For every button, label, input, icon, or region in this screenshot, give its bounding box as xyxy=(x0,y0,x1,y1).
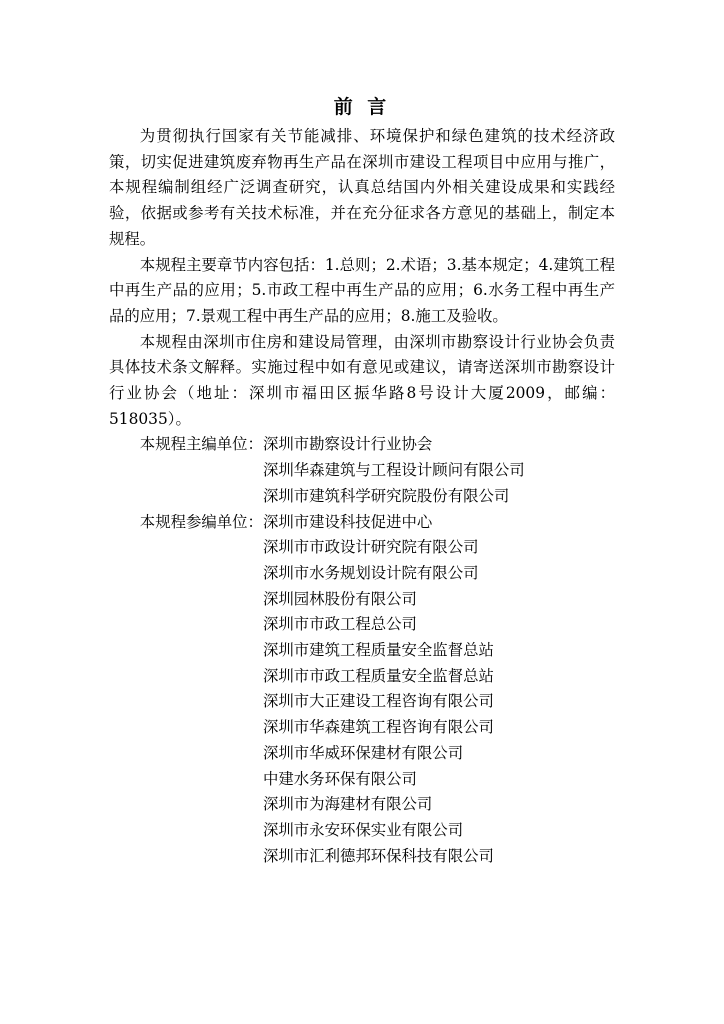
participating-units-label: 本规程参编单位： xyxy=(139,512,263,531)
preface-body xyxy=(109,124,615,869)
participating-unit-item: 深圳市永安环保实业有限公司 xyxy=(263,820,464,839)
participating-unit-item: 深圳园林股份有限公司 xyxy=(263,589,417,608)
participating-unit-item: 深圳市市政工程质量安全监督总站 xyxy=(263,666,494,685)
participating-unit-item: 深圳市建筑工程质量安全监督总站 xyxy=(263,641,494,660)
chief-units-row xyxy=(109,432,615,458)
participating-unit-item: 深圳市市政工程总公司 xyxy=(263,615,417,634)
participating-unit-item: 深圳市大正建设工程咨询有限公司 xyxy=(263,692,494,711)
participating-unit-item: 中建水务环保有限公司 xyxy=(263,769,417,788)
page-title: 前 言 xyxy=(333,96,391,118)
chief-unit-item: 深圳市建筑科学研究院股份有限公司 xyxy=(263,486,510,505)
participating-unit-item: 深圳市华威环保建材有限公司 xyxy=(263,743,464,762)
paragraph-chapters: 本规程主要章节内容包括：1.总则；2.术语；3.基本规定；4.建筑工程中再生产品的应用；5.市政工程中再生产品的应用；6.水务工程中再生产品的应用；7.景观工程中再生产品的应用；8.施工及验收。 xyxy=(109,255,615,325)
participating-unit-item: 深圳市市政设计研究院有限公司 xyxy=(263,538,479,557)
chief-unit-item: 深圳市勘察设计行业协会 xyxy=(262,435,433,454)
chief-unit-item: 深圳华森建筑与工程设计顾问有限公司 xyxy=(263,461,525,480)
participating-unit-item: 深圳市水务规划设计院有限公司 xyxy=(263,563,479,582)
participating-units-list xyxy=(109,535,615,869)
chief-units-list xyxy=(109,458,615,509)
paragraph-purpose: 为贯彻执行国家有关节能减排、环境保护和绿色建筑的技术经济政策，切实促进建筑废弃物再生产品在深圳市建设工程项目中应用与推广，本规程编制组经广泛调查研究，认真总结国内外相关建设成果和实践经验，依据或参考有关技术标准，并在充分征求各方意见的基础上，制定本规程。 xyxy=(109,127,615,248)
participating-unit-item: 深圳市华森建筑工程咨询有限公司 xyxy=(263,718,494,737)
paragraph-management: 本规程由深圳市住房和建设局管理，由深圳市勘察设计行业协会负责具体技术条文解释。实施过程中如有意见或建议，请寄送深圳市勘察设计行业协会（地址：深圳市福田区振华路8号设计大厦2009，邮编：518035）。 xyxy=(109,332,615,428)
participating-unit-item: 深圳市建设科技促进中心 xyxy=(262,512,433,531)
participating-unit-item: 深圳市为海建材有限公司 xyxy=(263,795,433,814)
participating-units-row xyxy=(109,510,615,536)
participating-unit-item: 深圳市汇利德邦环保科技有限公司 xyxy=(263,846,494,865)
chief-units-label: 本规程主编单位： xyxy=(139,435,263,454)
